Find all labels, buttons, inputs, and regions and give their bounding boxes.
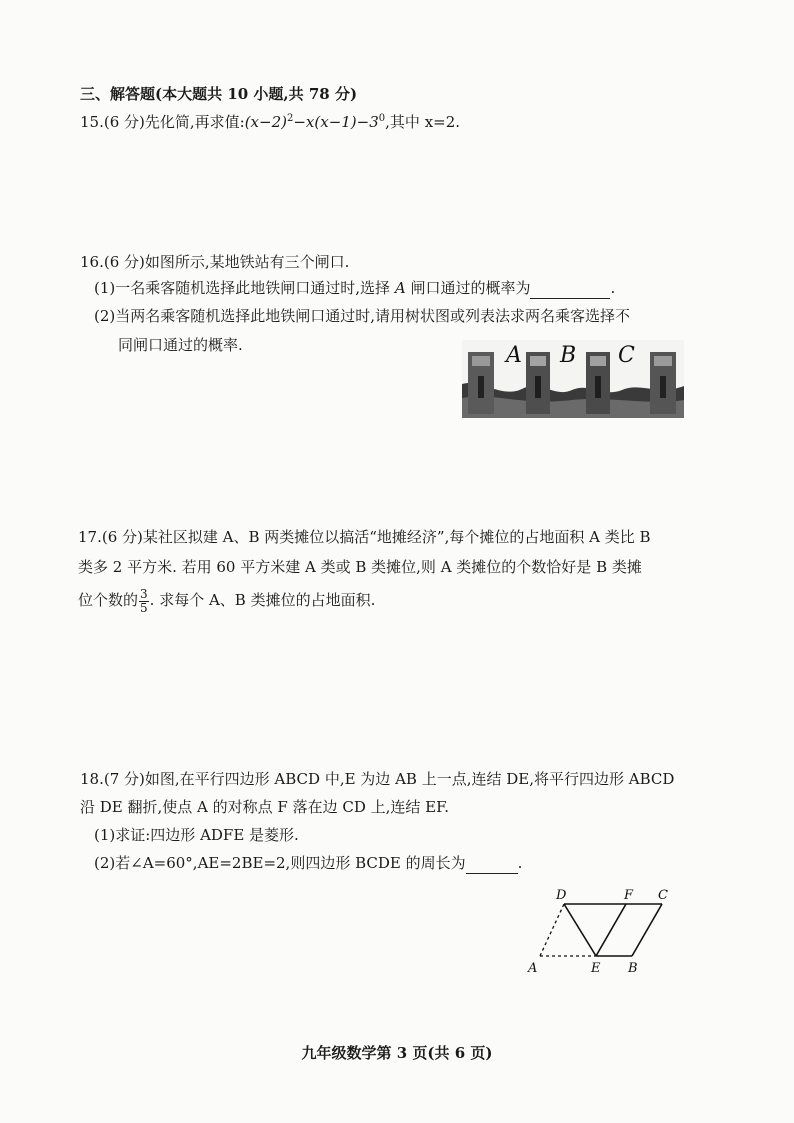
answer-blank-16[interactable] [530, 283, 610, 299]
q18-part1: (1)求证:四边形 ADFE 是菱形. [94, 826, 299, 844]
q18-line1: 18.(7 分)如图,在平行四边形 ABCD 中,E 为边 AB 上一点,连结 DE,将平行四边形 ABCD [80, 770, 675, 788]
label-f: F [624, 888, 634, 903]
q15-expr-a: (x−2) [244, 113, 287, 131]
fraction-denominator: 5 [140, 600, 148, 615]
label-b: B [628, 961, 638, 976]
q18-part2-end: . [517, 854, 523, 872]
gate-4-icon [650, 352, 676, 414]
fraction-3-5 [139, 588, 149, 614]
segment-bc [632, 904, 662, 956]
q16-part1-end: . [610, 279, 616, 297]
q16-part2-line2: 同闸口通过的概率. [118, 336, 243, 354]
segment-ad-dashed [540, 904, 564, 956]
gate-3-icon [586, 352, 610, 414]
label-a: A [528, 961, 538, 976]
q17-line3 [78, 588, 375, 614]
q18-part2-pre: (2)若∠A=60°,AE=2BE=2,则四边形 BCDE 的周长为 [94, 854, 466, 872]
q17-line1: 17.(6 分)某社区拟建 A、B 两类摊位以搞活“地摊经济”,每个摊位的占地面积 A 类比 B [78, 528, 651, 546]
q15-tail: ,其中 x=2. [385, 113, 461, 131]
q15-exp-b: 0 [378, 113, 386, 124]
segment-de [564, 904, 596, 956]
q16-part1-post: 闸口通过的概率为 [410, 279, 531, 297]
gate-2-icon [526, 352, 550, 414]
page-footer: 九年级数学第 3 页(共 6 页) [301, 1044, 493, 1062]
gate-1-icon [468, 352, 494, 414]
subway-gates-photo [462, 340, 684, 418]
gate-label-c: C [618, 343, 635, 368]
answer-blank-18[interactable] [466, 858, 518, 874]
label-e: E [591, 961, 601, 976]
q16-part1-var: A [394, 279, 406, 297]
q15-expr-b: −x(x−1)−3 [293, 113, 379, 131]
q17-line3-pre: 位个数的 [78, 591, 139, 610]
gate-label-b: B [560, 343, 577, 368]
q16-intro: 16.(6 分)如图所示,某地铁站有三个闸口. [80, 253, 350, 271]
section-title: 三、解答题(本大题共 10 小题,共 78 分) [80, 85, 358, 103]
q15-head: 15.(6 分)先化简,再求值: [80, 113, 245, 131]
q16-part1 [94, 281, 615, 299]
q18-part2 [94, 856, 522, 874]
q17-line3-post: . 求每个 A、B 类摊位的占地面积. [149, 591, 376, 610]
q17-line2: 类多 2 平方米. 若用 60 平方米建 A 类或 B 类摊位,则 A 类摊位的个数恰好是 B 类摊 [78, 558, 642, 576]
fraction-numerator: 3 [140, 587, 148, 601]
label-c: C [658, 888, 668, 903]
q18-line2: 沿 DE 翻折,使点 A 的对称点 F 落在边 CD 上,连结 EF. [80, 798, 449, 816]
q15-exp-a: 2 [286, 113, 294, 124]
q16-part1-pre: (1)一名乘客随机选择此地铁闸口通过时,选择 [94, 279, 391, 297]
gate-label-a: A [506, 343, 522, 368]
parallelogram-figure [520, 884, 680, 980]
label-d: D [556, 888, 567, 903]
q16-part2-line1: (2)当两名乘客随机选择此地铁闸口通过时,请用树状图或列表法求两名乘客选择不 [94, 307, 631, 325]
question-15 [80, 115, 460, 130]
segment-fe [596, 904, 626, 956]
